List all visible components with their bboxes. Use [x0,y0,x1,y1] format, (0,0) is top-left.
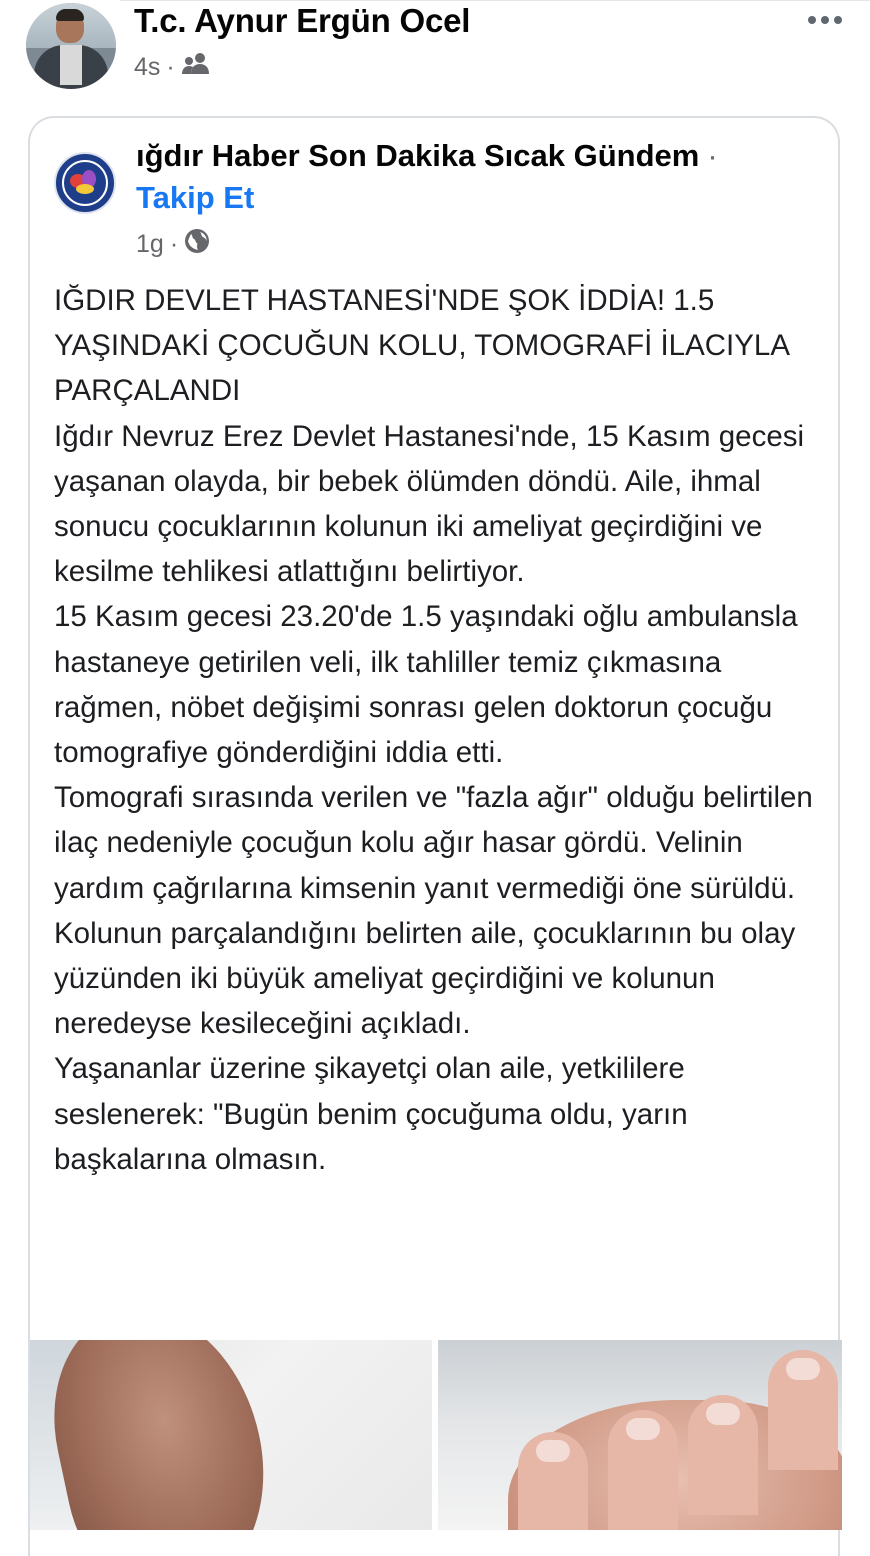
sharer-meta [134,52,211,83]
page-meta [136,228,210,261]
post-photo-hand[interactable] [438,1340,842,1530]
meta-separator: · [166,53,175,81]
follow-button[interactable]: Takip Et [136,180,255,215]
page-avatar[interactable] [54,152,116,214]
page-meta-separator: · [169,230,179,258]
more-horizontal-icon[interactable] [804,12,846,28]
post-paragraph: Tomografi sırasında verilen ve "fazla ağır" olduğu belirtilen ilaç nedeniyle çocuğun kolu ağır hasar gördü. Velinin yardım çağrılarına kimsenin yanıt vermediği öne sürüldü. [54,781,813,905]
shared-post-card[interactable] [28,116,840,1556]
sharer-time[interactable]: 4s [134,53,161,81]
sharer-avatar[interactable] [26,3,116,89]
page-name-separator: · [707,138,718,173]
page-name[interactable]: ığdır Haber Son Dakika Sıcak Gündem [136,138,700,173]
page-post-time[interactable]: 1g [136,230,164,258]
post-paragraph: Yaşananlar üzerine şikayetçi olan aile, yetkililere seslenerek: "Bugün benim çocuğuma oldu, yarın başkalarına olmasın. [54,1052,688,1176]
friends-icon[interactable] [181,52,211,83]
post-paragraph: Kolunun parçalandığını belirten aile, çocuklarının bu olay yüzünden iki büyük ameliyat geçirdiğini ve kolunun neredeyse kesileceğini açıkladı. [54,916,796,1041]
post-paragraph: 15 Kasım gecesi 23.20'de 1.5 yaşındaki oğlu ambulansla hastaneye getirilen veli, ilk tahliller temiz çıkmasına rağmen, nöbet değişimi sonrası gelen doktorun çocuğu tomografiye gönderdiğini iddia etti. [54,600,798,770]
post-paragraph: Iğdır Nevruz Erez Devlet Hastanesi'nde, 15 Kasım gecesi yaşanan olayda, bir bebek ölümden döndü. Aile, ihmal sonucu çocuklarının kolunun iki ameliyat geçirdiğini ve kesilme tehlikesi atlattığını belirtiyor. [54,419,805,589]
top-divider [120,0,870,1]
post-photo-arm[interactable] [30,1340,432,1530]
post-body [54,278,824,1182]
page-name-row [136,138,718,174]
post-headline: IĞDIR DEVLET HASTANESİ'NDE ŞOK İDDİA! 1.5 YAŞINDAKİ ÇOCUĞUN KOLU, TOMOGRAFİ İLACIYLA PARÇALANDI [54,284,789,408]
globe-icon[interactable] [184,228,210,261]
sharer-name[interactable]: T.c. Aynur Ergün Ocel [134,2,471,39]
